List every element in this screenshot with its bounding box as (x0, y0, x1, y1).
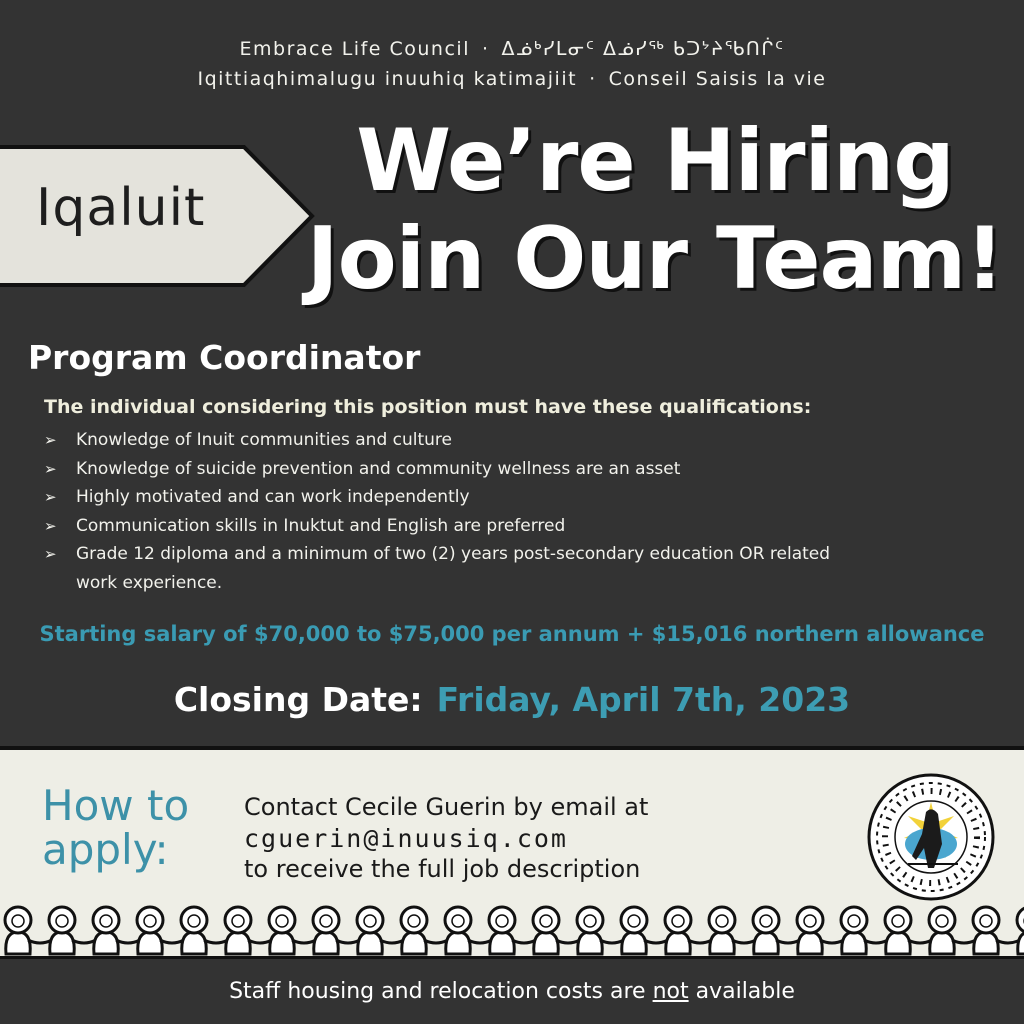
footer (0, 956, 1024, 1024)
how-to-apply-section (0, 746, 1024, 956)
hooded-figure-icon (269, 907, 316, 954)
hooded-figure-icon (665, 907, 712, 954)
separator-dot: · (589, 68, 597, 90)
bullet-arrow-icon: ➢ (44, 545, 57, 563)
bullet-arrow-icon: ➢ (44, 431, 57, 449)
bullet-arrow-icon: ➢ (44, 516, 57, 535)
hooded-figure-icon (929, 907, 976, 954)
hooded-figure-icon (973, 907, 1020, 954)
hooded-figure-icon (93, 907, 140, 954)
how-to-apply-heading-line: apply: (42, 825, 169, 874)
hooded-figure-icon (533, 907, 580, 954)
closing-date-label: Closing Date: (173, 680, 423, 719)
hooded-figure-icon (577, 907, 624, 954)
how-to-apply-heading-line: How to (42, 781, 190, 830)
qualification-text: Grade 12 diploma and a minimum of two (2) years post-secondary education OR related work experience. (76, 544, 831, 593)
council-line-2 (0, 64, 1024, 94)
footer-emphasis: not (652, 979, 689, 1004)
footer-note (0, 979, 1024, 1004)
council-name-english: Embrace Life Council (239, 38, 470, 60)
hooded-figure-icon (357, 907, 404, 954)
hooded-figure-icon (885, 907, 932, 954)
hooded-figure-icon (709, 907, 756, 954)
email-link[interactable]: cguerin@inuusiq.com (244, 824, 568, 853)
council-line-1 (0, 34, 1024, 64)
hooded-figure-icon (313, 907, 360, 954)
qualifications-intro: The individual considering this position must have these qualifications: (44, 396, 812, 418)
hooded-figure-icon (181, 907, 228, 954)
qualification-text: Knowledge of Inuit communities and culture (76, 430, 452, 450)
qualification-item (44, 483, 876, 512)
closing-date-value: Friday, April 7th, 2023 (436, 680, 851, 719)
hooded-figure-icon (489, 907, 536, 954)
bullet-arrow-icon: ➢ (44, 459, 57, 478)
hooded-figure-icon (1017, 907, 1024, 954)
hooded-figure-icon (225, 907, 272, 954)
hooded-figure-icon (5, 907, 52, 954)
hooded-figure-icon (621, 907, 668, 954)
qualification-text: Knowledge of suicide prevention and community wellness are an asset (76, 458, 681, 479)
how-to-apply-heading (42, 781, 190, 874)
footer-text-after: available (688, 979, 795, 1004)
hooded-figure-icon (445, 907, 492, 954)
council-name-syllabics: ᐃᓅᒃᓯᒪᓂᑦ ᐃᓅᓯᖅ ᑲᑐᔾᔨᖃᑎᒌᑦ (501, 38, 785, 60)
council-name-french: Conseil Saisis la vie (608, 68, 827, 90)
headline-hiring: We’re Hiring (356, 111, 954, 211)
qualification-text: Communication skills in Inuktut and English are preferred (76, 515, 566, 536)
qualification-text: Highly motivated and can work independently (76, 487, 470, 507)
hooded-figure-icon (753, 907, 800, 954)
job-title: Program Coordinator (28, 338, 421, 377)
qualification-item (44, 426, 876, 455)
hooded-figure-icon (49, 907, 96, 954)
council-name-inuinnaqtun: Iqittiaqhimalugu inuuhiq katimajiit (197, 68, 578, 90)
qualification-item (44, 455, 876, 484)
inuit-figures-border-icon (0, 902, 1024, 956)
location-label: Iqaluit (36, 178, 206, 238)
contact-info (244, 792, 648, 885)
headline-join: Join Our Team! (306, 209, 1004, 309)
footer-text-before: Staff housing and relocation costs are (229, 979, 653, 1004)
qualifications-list (44, 426, 876, 597)
hooded-figure-icon (797, 907, 844, 954)
qualification-item (44, 512, 876, 541)
embrace-life-logo-icon (866, 772, 996, 902)
separator-dot: · (481, 38, 490, 60)
qualification-item (44, 540, 876, 597)
council-header (0, 34, 1024, 94)
hooded-figure-icon (841, 907, 888, 954)
salary-line: Starting salary of $70,000 to $75,000 per annum + $15,016 northern allowance (39, 622, 985, 646)
bullet-arrow-icon: ➢ (44, 488, 57, 506)
headline (300, 112, 1010, 308)
hooded-figure-icon (401, 907, 448, 954)
hooded-figure-icon (137, 907, 184, 954)
contact-line: Contact Cecile Guerin by email at (244, 793, 649, 821)
contact-line: to receive the full job description (244, 855, 641, 883)
closing-date-line (0, 680, 1024, 719)
